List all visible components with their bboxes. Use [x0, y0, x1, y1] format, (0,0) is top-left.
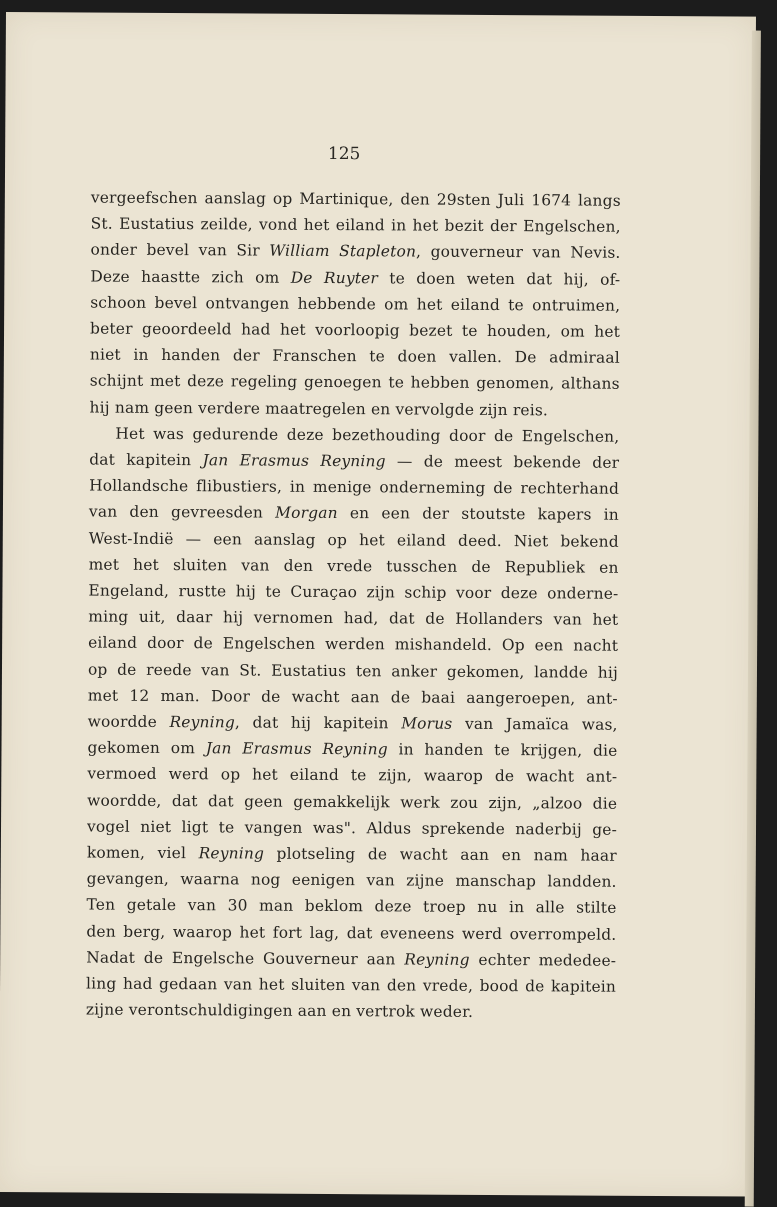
- text-run: van den gevreesden: [88, 502, 276, 523]
- text-run: — de meest bekende der: [385, 452, 620, 472]
- text-line: [89, 447, 619, 476]
- text-run: Ten getale van 30 man beklom deze troep nu in alle stilte: [86, 895, 617, 918]
- text-line: [91, 185, 621, 214]
- text-line: [90, 368, 620, 397]
- text-run: met het sluiten van den vrede tusschen de Republiek en: [88, 555, 619, 577]
- text-line: [90, 237, 620, 266]
- text-line: [87, 866, 617, 895]
- text-run: van Jamaïca was,: [452, 714, 618, 734]
- text-line: [86, 944, 616, 973]
- text-run: West-Indië — een aanslag op het eiland deed. Niet bekend: [88, 529, 619, 551]
- text-run: den berg, waarop het fort lag, dat eveneens werd overrompeld.: [86, 922, 617, 944]
- text-line: [90, 289, 620, 318]
- text-run: vermoed werd op het eiland te zijn, waarop de wacht ant-: [87, 764, 618, 787]
- text-run: , dat hij kapitein: [234, 713, 402, 733]
- text-run: Deze haastte zich om: [90, 267, 291, 287]
- text-run: plotseling de wacht aan en nam haar: [263, 844, 617, 865]
- page-edge: [745, 31, 761, 1207]
- body-text: [86, 185, 621, 1027]
- text-run: met 12 man. Door de wacht aan de baai aangeroepen, ant-: [87, 686, 618, 708]
- text-run: beter geoordeeld had het voorloopig bezet te houden, om het: [90, 319, 621, 341]
- italic-name: Reyning: [404, 950, 470, 969]
- text-run: Nadat de Engelsche Gouverneur aan: [86, 948, 405, 969]
- text-line: [89, 525, 619, 554]
- text-line: [90, 394, 620, 423]
- italic-name: Jan Erasmus Reyning: [202, 451, 386, 471]
- text-run: komen, viel: [86, 843, 199, 863]
- text-line: [89, 499, 619, 528]
- text-line: [88, 630, 618, 659]
- text-run: St. Eustatius zeilde, vond het eiland in het bezit der Engelschen,: [90, 214, 621, 236]
- text-line: [90, 342, 620, 371]
- text-line: [89, 551, 619, 580]
- text-run: , gouverneur van Nevis.: [416, 242, 621, 263]
- italic-name: Morus: [401, 714, 453, 733]
- text-line: [87, 787, 617, 816]
- text-run: woordde, dat dat geen gemakkelijk werk zou zijn, „alzoo die: [87, 791, 618, 813]
- italic-name: De Ruyter: [290, 268, 379, 287]
- text-run: echter mededee-: [469, 950, 617, 970]
- text-run: woordde: [87, 712, 170, 732]
- text-run: en een der stoutste kapers in: [337, 504, 619, 525]
- italic-name: Morgan: [275, 504, 338, 523]
- text-line: [88, 709, 618, 738]
- text-line: [89, 420, 619, 449]
- text-line: [90, 263, 620, 292]
- text-line: [88, 656, 618, 685]
- text-run: in handen te krijgen, die: [387, 740, 618, 761]
- italic-name: William Stapleton: [269, 242, 417, 261]
- page-number: 125: [327, 143, 361, 165]
- text-run: Hollandsche flibustiers, in menige onderneming de rechterhand: [89, 476, 620, 498]
- text-run: schoon bevel ontvangen hebbende om het eiland te ontruimen,: [90, 293, 621, 315]
- text-line: [86, 892, 616, 921]
- text-run: schijnt met deze regeling genoegen te hebben genomen, althans: [89, 371, 620, 394]
- text-run: niet in handen der Franschen te doen vallen. De admiraal: [89, 345, 620, 367]
- text-run: gekomen om: [87, 738, 206, 758]
- text-line: [87, 840, 617, 869]
- text-run: vergeefschen aanslag op Martinique, den 29sten Juli 1674 langs: [90, 188, 621, 210]
- text-line: [87, 735, 617, 764]
- text-line: [87, 813, 617, 842]
- text-line: [87, 761, 617, 790]
- text-run: Het was gedurende deze bezethouding door de Engelschen,: [115, 424, 620, 446]
- text-run: op de reede van St. Eustatius ten anker gekomen, landde hij: [87, 660, 619, 682]
- text-line: [86, 918, 616, 947]
- text-run: vogel niet ligt te vangen was". Aldus sprekende naderbij ge-: [86, 817, 618, 839]
- text-line: [88, 604, 618, 633]
- text-line: [91, 211, 621, 240]
- text-line: [88, 682, 618, 711]
- text-run: ming uit, daar hij vernomen had, dat de Hollanders van het: [88, 607, 619, 630]
- text-run: onder bevel van Sir: [90, 240, 270, 261]
- italic-name: Reyning: [198, 844, 265, 863]
- text-line: [88, 578, 618, 607]
- text-run: hij nam geen verdere maatregelen en vervolgde zijn reis.: [89, 398, 549, 419]
- italic-name: Jan Erasmus Reyning: [205, 739, 388, 759]
- text-run: te doen weten dat hij, of-: [377, 268, 621, 289]
- text-line: [89, 473, 619, 502]
- book-page: [0, 12, 756, 1197]
- text-run: Engeland, rustte hij te Curaçao zijn schip voor deze onderne-: [88, 581, 619, 603]
- text-run: dat kapitein: [89, 450, 203, 470]
- text-run: zijne verontschuldigingen aan en vertrok weder.: [85, 1000, 474, 1022]
- text-line: [90, 316, 620, 345]
- text-run: gevangen, waarna nog eenigen van zijne manschap landden.: [86, 869, 617, 892]
- text-line: [86, 997, 616, 1026]
- text-run: eiland door de Engelschen werden mishandeld. Op een nacht: [88, 633, 619, 656]
- text-line: [86, 971, 616, 1000]
- italic-name: Reyning: [169, 713, 235, 732]
- text-run: ling had gedaan van het sluiten van den vrede, bood de kapitein: [86, 974, 617, 996]
